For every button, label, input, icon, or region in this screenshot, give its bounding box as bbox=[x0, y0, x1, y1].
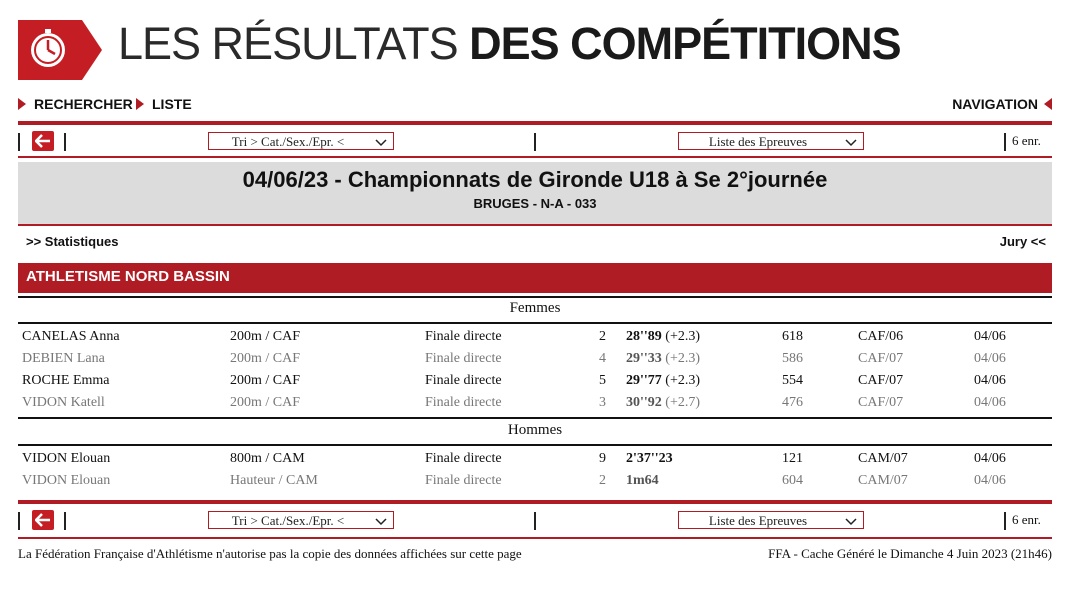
copyright-notice: La Fédération Française d'Athlétisme n'autorise pas la copie des données affichées sur cette page bbox=[18, 546, 522, 561]
points: 476 bbox=[782, 395, 803, 410]
competition-title: 04/06/23 - Championnats de Gironde U18 à Se 2°journée bbox=[242, 167, 828, 192]
divider bbox=[18, 121, 1052, 125]
round-name: Finale directe bbox=[425, 329, 502, 344]
performance bbox=[626, 351, 700, 367]
record-count: 6 enr. bbox=[1012, 512, 1041, 527]
points: 604 bbox=[782, 473, 803, 488]
competition-header bbox=[18, 162, 1052, 224]
performance bbox=[626, 329, 700, 345]
separator bbox=[534, 512, 536, 530]
performance-value: 28''89 bbox=[626, 329, 662, 344]
points: 586 bbox=[782, 351, 803, 366]
separator bbox=[1004, 133, 1006, 151]
page-title-bold: DES COMPÉTITIONS bbox=[469, 18, 901, 69]
page-title-light: LES RÉSULTATS bbox=[118, 18, 458, 69]
events-select-value: Liste des Epreuves bbox=[708, 513, 808, 528]
events-select[interactable] bbox=[678, 132, 864, 150]
category: CAF/06 bbox=[858, 329, 904, 344]
athlete-name[interactable]: ROCHE Emma bbox=[22, 373, 110, 388]
section-label-hommes: Hommes bbox=[507, 422, 563, 438]
divider bbox=[18, 500, 1052, 504]
sort-select[interactable] bbox=[208, 132, 394, 150]
event-name[interactable]: Hauteur / CAM bbox=[230, 473, 318, 488]
search-link[interactable] bbox=[18, 96, 133, 112]
club-name: ATHLETISME NORD BASSIN bbox=[26, 268, 230, 285]
back-button[interactable] bbox=[32, 131, 54, 151]
table-row bbox=[18, 471, 1052, 493]
section-label-femmes: Femmes bbox=[509, 300, 561, 316]
jury-link[interactable]: Jury << bbox=[999, 234, 1046, 249]
place: 9 bbox=[599, 451, 606, 466]
performance-value: 29''33 bbox=[626, 351, 662, 366]
separator bbox=[64, 133, 66, 151]
table-row bbox=[18, 393, 1052, 415]
athlete-name[interactable]: CANELAS Anna bbox=[22, 329, 120, 344]
toolbar-top bbox=[18, 127, 1052, 155]
back-arrow-icon bbox=[35, 513, 51, 527]
chevron-down-icon bbox=[845, 512, 857, 530]
event-name[interactable]: 200m / CAF bbox=[230, 351, 301, 366]
arrow-left-icon bbox=[1044, 98, 1052, 110]
performance-value: 1m64 bbox=[626, 473, 659, 488]
search-link-label: RECHERCHER bbox=[34, 96, 133, 112]
points: 554 bbox=[782, 373, 803, 388]
place: 5 bbox=[599, 373, 606, 388]
cache-info: FFA - Cache Généré le Dimanche 4 Juin 2023 (21h46) bbox=[768, 546, 1052, 561]
divider bbox=[18, 444, 1052, 446]
athlete-name[interactable]: VIDON Katell bbox=[22, 395, 105, 410]
table-row bbox=[18, 327, 1052, 349]
round-name: Finale directe bbox=[425, 395, 502, 410]
list-link-label: LISTE bbox=[152, 96, 192, 112]
divider bbox=[18, 417, 1052, 419]
table-row bbox=[18, 449, 1052, 471]
chevron-down-icon bbox=[845, 133, 857, 151]
place: 2 bbox=[599, 329, 606, 344]
round-name: Finale directe bbox=[425, 373, 502, 388]
place: 3 bbox=[599, 395, 606, 410]
performance-value: 29''77 bbox=[626, 373, 662, 388]
divider bbox=[18, 537, 1052, 539]
category: CAF/07 bbox=[858, 395, 904, 410]
sort-select-value: Tri > Cat./Sex./Epr. < bbox=[231, 134, 345, 149]
navigation-link[interactable] bbox=[952, 96, 1052, 112]
category: CAF/07 bbox=[858, 373, 904, 388]
place: 2 bbox=[599, 473, 606, 488]
sort-select-value: Tri > Cat./Sex./Epr. < bbox=[231, 513, 345, 528]
date: 04/06 bbox=[974, 351, 1006, 366]
club-header bbox=[18, 263, 1052, 293]
table-row bbox=[18, 349, 1052, 371]
date: 04/06 bbox=[974, 329, 1006, 344]
athlete-name[interactable]: DEBIEN Lana bbox=[22, 351, 105, 366]
list-link[interactable] bbox=[136, 96, 192, 112]
category: CAF/07 bbox=[858, 351, 904, 366]
points: 121 bbox=[782, 451, 803, 466]
performance bbox=[626, 473, 659, 489]
wind-value: (+2.3) bbox=[665, 373, 701, 388]
date: 04/06 bbox=[974, 473, 1006, 488]
performance bbox=[626, 451, 673, 467]
wind-value: (+2.7) bbox=[665, 395, 701, 410]
separator bbox=[534, 133, 536, 151]
chevron-down-icon bbox=[375, 133, 387, 151]
event-name[interactable]: 200m / CAF bbox=[230, 395, 301, 410]
toolbar-bottom bbox=[18, 506, 1052, 534]
performance bbox=[626, 373, 700, 389]
round-name: Finale directe bbox=[425, 351, 502, 366]
points: 618 bbox=[782, 329, 803, 344]
date: 04/06 bbox=[974, 451, 1006, 466]
back-arrow-icon bbox=[35, 134, 51, 148]
sort-select[interactable] bbox=[208, 511, 394, 529]
arrow-right-icon bbox=[18, 98, 26, 110]
round-name: Finale directe bbox=[425, 473, 502, 488]
back-button[interactable] bbox=[32, 510, 54, 530]
performance-value: 2'37''23 bbox=[626, 451, 673, 466]
navigation-link-label: NAVIGATION bbox=[952, 96, 1038, 112]
separator bbox=[18, 512, 20, 530]
event-name[interactable]: 200m / CAF bbox=[230, 373, 301, 388]
wind-value: (+2.3) bbox=[665, 329, 701, 344]
events-select[interactable] bbox=[678, 511, 864, 529]
athlete-name[interactable]: VIDON Elouan bbox=[22, 473, 111, 488]
date: 04/06 bbox=[974, 373, 1006, 388]
page-title bbox=[118, 18, 901, 70]
statistics-link[interactable]: >> Statistiques bbox=[26, 234, 119, 249]
divider bbox=[18, 296, 1052, 298]
divider bbox=[18, 156, 1052, 158]
events-select-value: Liste des Epreuves bbox=[708, 134, 808, 149]
competition-location: BRUGES - N-A - 033 bbox=[473, 196, 597, 211]
round-name: Finale directe bbox=[425, 451, 502, 466]
chevron-down-icon bbox=[375, 512, 387, 530]
event-name[interactable]: 800m / CAM bbox=[230, 451, 305, 466]
place: 4 bbox=[599, 351, 606, 366]
performance bbox=[626, 395, 700, 411]
record-count: 6 enr. bbox=[1012, 133, 1041, 148]
athlete-name[interactable]: VIDON Elouan bbox=[22, 451, 111, 466]
separator bbox=[1004, 512, 1006, 530]
divider bbox=[18, 224, 1052, 226]
separator bbox=[64, 512, 66, 530]
divider bbox=[18, 322, 1052, 324]
separator bbox=[18, 133, 20, 151]
logo bbox=[18, 20, 102, 80]
clock-icon bbox=[18, 20, 102, 80]
category: CAM/07 bbox=[858, 451, 908, 466]
date: 04/06 bbox=[974, 395, 1006, 410]
event-name[interactable]: 200m / CAF bbox=[230, 329, 301, 344]
category: CAM/07 bbox=[858, 473, 908, 488]
wind-value: (+2.3) bbox=[665, 351, 701, 366]
arrow-right-icon bbox=[136, 98, 144, 110]
table-row bbox=[18, 371, 1052, 393]
performance-value: 30''92 bbox=[626, 395, 662, 410]
